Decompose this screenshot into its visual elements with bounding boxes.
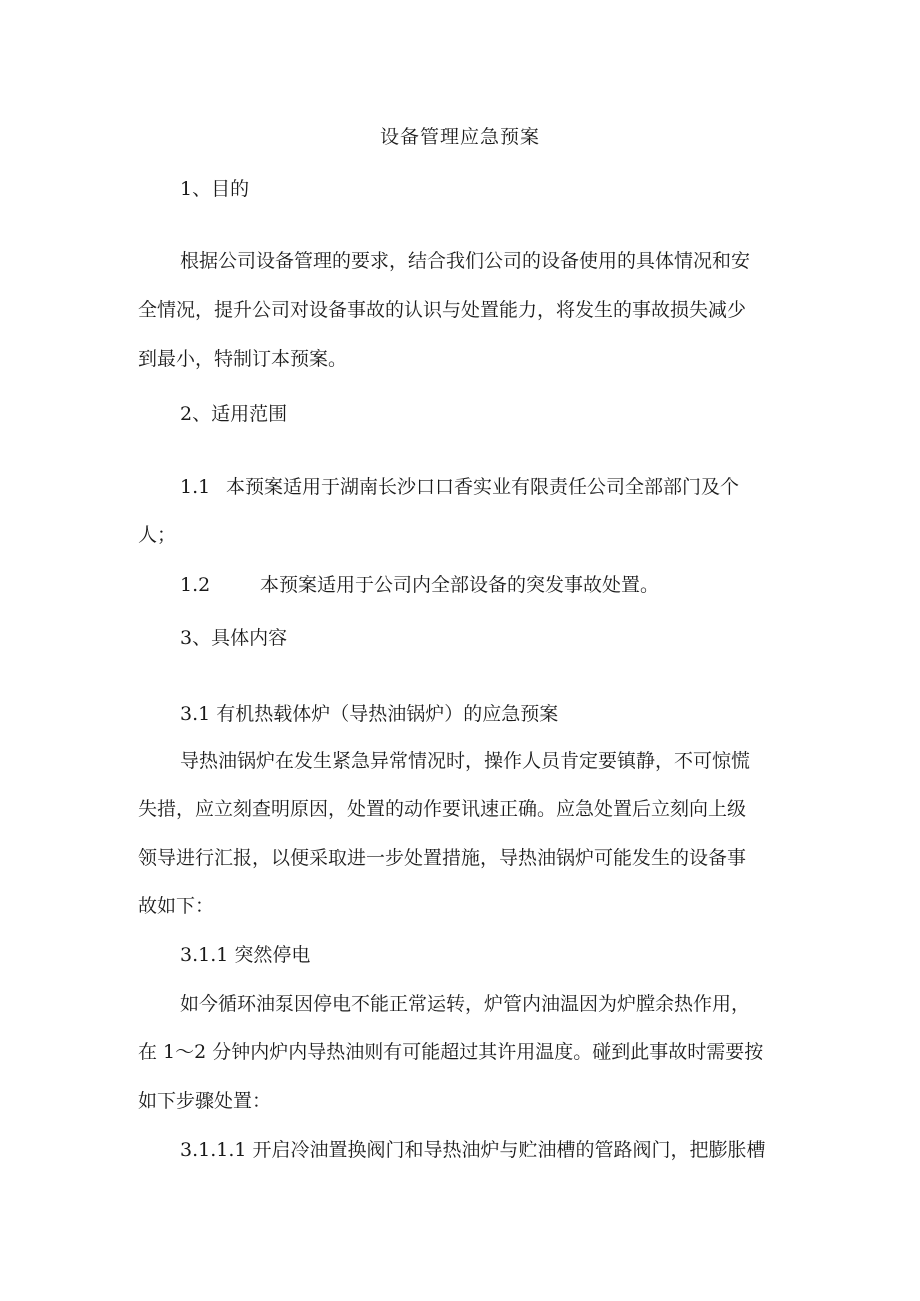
list-item bbox=[180, 476, 788, 498]
item-text: 本预案适用于湖南长沙口口香实业有限责任公司全部部门及个 bbox=[226, 476, 740, 498]
item-text: 本预案适用于公司内全部设备的突发事故处置。 bbox=[260, 574, 660, 596]
section-heading-2: 2、适用范围 bbox=[180, 403, 288, 425]
item-number: 1.1 bbox=[180, 476, 211, 498]
paragraph-line: 到最小，特制订本预案。 bbox=[138, 348, 348, 370]
paragraph-line: 根据公司设备管理的要求，结合我们公司的设备使用的具体情况和安 bbox=[180, 250, 751, 272]
paragraph-line: 在 1～2 分钟内炉内导热油则有可能超过其许用温度。碰到此事故时需要按 bbox=[138, 1041, 764, 1063]
section-heading-1: 1、目的 bbox=[180, 178, 250, 200]
paragraph-line: 3.1.1.1 开启冷油置换阀门和导热油炉与贮油槽的管路阀门，把膨胀槽 bbox=[180, 1139, 766, 1161]
paragraph-line: 导热油锅炉在发生紧急异常情况时，操作人员肯定要镇静，不可惊慌 bbox=[180, 750, 751, 772]
list-item bbox=[180, 574, 830, 596]
document-title: 设备管理应急预案 bbox=[379, 126, 540, 148]
paragraph-line: 如下步骤处置： bbox=[138, 1090, 272, 1112]
section-heading-3: 3、具体内容 bbox=[180, 627, 288, 649]
paragraph-line: 全情况，提升公司对设备事故的认识与处置能力，将发生的事故损失减少 bbox=[138, 299, 747, 321]
paragraph-line: 人； bbox=[138, 524, 177, 546]
paragraph-line: 如今循环油泵因停电不能正常运转，炉管内油温因为炉膛余热作用， bbox=[180, 993, 751, 1015]
paragraph-line: 领导进行汇报，以便采取进一步处置措施，导热油锅炉可能发生的设备事 bbox=[138, 847, 747, 869]
paragraph-line: 故如下： bbox=[138, 895, 215, 917]
item-number: 1.2 bbox=[180, 574, 211, 596]
subsection-heading: 3.1.1 突然停电 bbox=[180, 944, 311, 966]
paragraph-line: 失措，应立刻查明原因，处置的动作要讯速正确。应急处置后立刻向上级 bbox=[138, 798, 747, 820]
subsection-heading: 3.1 有机热载体炉（导热油锅炉）的应急预案 bbox=[180, 703, 559, 725]
